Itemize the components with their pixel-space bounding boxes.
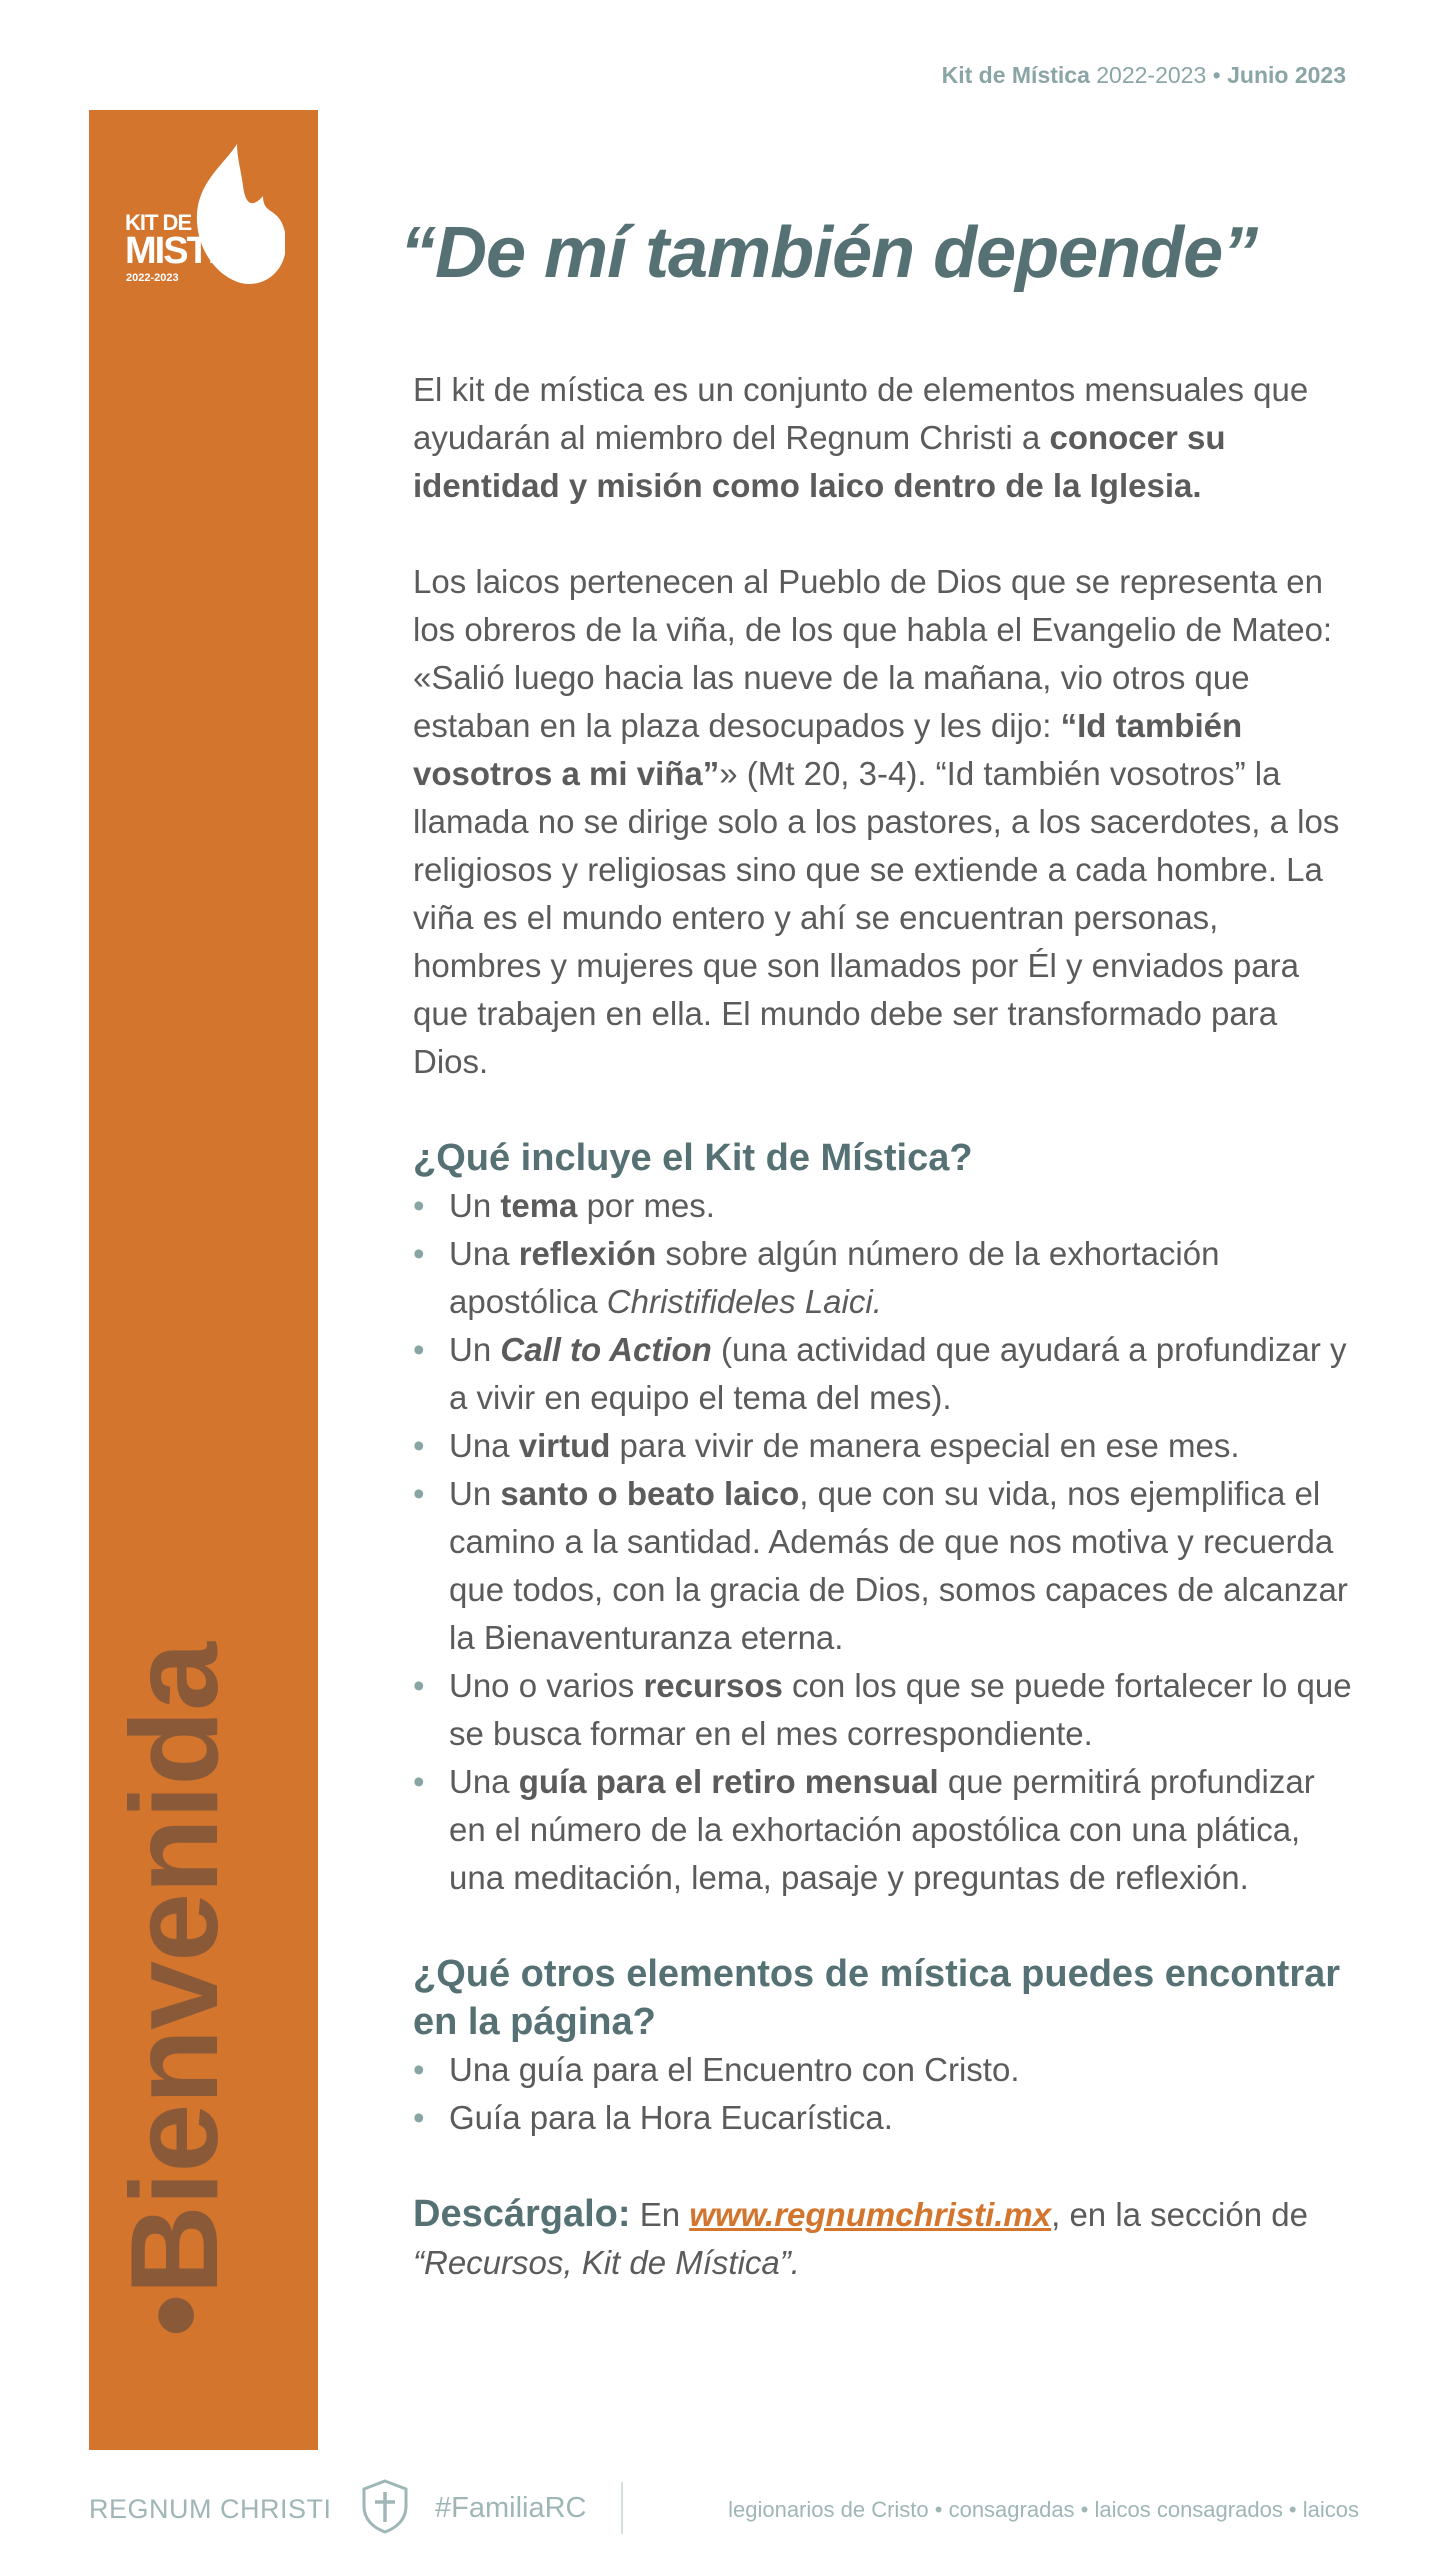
intro-paragraph — [413, 366, 1353, 510]
laicos-paragraph — [413, 558, 1353, 1086]
footer — [89, 2478, 1359, 2538]
footer-hashtag: #FamiliaRC — [435, 2492, 587, 2524]
list-item: • Un santo o beato laico, que con su vida, nos ejemplifica el camino a la santidad. Además de que nos motiva y recuerda que todos, con la gracia de Dios, somos capaces de alcanzar la Bienaventuranza eterna. — [413, 1470, 1353, 1662]
page-title: “De mí también depende” — [400, 213, 1258, 293]
header-years: 2022-2023 — [1096, 62, 1207, 88]
vertical-welcome — [90, 1530, 260, 2450]
download-section-name: “Recursos, Kit de Mística”. — [413, 2244, 800, 2281]
list-item: • Una guía para el retiro mensual que permitirá profundizar en el número de la exhortación apostólica con una plática, una meditación, lema, pasaje y preguntas de reflexión. — [413, 1758, 1353, 1902]
vertical-dot: • — [106, 2294, 244, 2337]
header-month: Junio 2023 — [1227, 62, 1346, 88]
intro-text: El kit de mística es un conjunto de elementos mensuales que ayudarán al miembro del Regnum Christi a — [413, 371, 1309, 456]
list-item: • Una guía para el Encuentro con Cristo. — [413, 2046, 1353, 2094]
footer-divider — [621, 2482, 623, 2534]
main-content — [413, 366, 1353, 2287]
para2-text-a: Los laicos pertenecen al Pueblo de Dios que se representa en los obreros de la viña, de los que habla el Evangelio de Mateo: «Salió luego hacia las nueve de la mañana, vio otros que estaban en la plaza desocupados y les dijo: — [413, 563, 1333, 744]
logo-text-kit-de: KIT DE — [125, 210, 192, 235]
logo-text-mistica: MISTICA — [125, 230, 268, 272]
intro-bold: conocer su identidad y misión como laico dentro de la Iglesia. — [413, 419, 1226, 504]
section-heading-kit: ¿Qué incluye el Kit de Mística? — [413, 1137, 973, 1179]
para2-text-b: » (Mt 20, 3-4). “Id también vosotros” la llamada no se dirige solo a los pastores, a los sacerdotes, a los religiosos y religiosas sino que se extiende a cada hombre. La viña es el mundo entero y ahí se encuentran personas, hombres y mujeres que son llamados por Él y enviados para que trabajen en ella. El mundo debe ser transformado para Dios. — [413, 755, 1340, 1080]
otros-items-list — [413, 2046, 1353, 2142]
header-separator: • — [1212, 62, 1221, 88]
header-info — [942, 62, 1346, 89]
list-item: • Una virtud para vivir de manera especial en ese mes. — [413, 1422, 1353, 1470]
list-item: • Una reflexión sobre algún número de la exhortación apostólica Christifideles Laici. — [413, 1230, 1353, 1326]
shield-cross-icon — [359, 2478, 411, 2534]
section-heading-otros: ¿Qué otros elementos de mística puedes encontrar en la página? — [413, 1953, 1341, 2043]
list-item: • Un tema por mes. — [413, 1182, 1353, 1230]
list-item: • Guía para la Hora Eucarística. — [413, 2094, 1353, 2142]
para2-quote: “Id también vosotros a mi viña” — [413, 707, 1243, 792]
list-item: • Un Call to Action (una actividad que ayudará a profundizar y a vivir en equipo el tema del mes). — [413, 1326, 1353, 1422]
kit-mistica-logo — [125, 144, 285, 294]
download-paragraph: Descárgalo: En www.regnumchristi.mx, en la sección de “Recursos, Kit de Mística”. — [413, 2193, 1308, 2281]
vertical-word-text: Bienvenida — [106, 1643, 244, 2295]
website-link[interactable]: www.regnumchristi.mx — [689, 2196, 1052, 2233]
header-kit-label: Kit de Mística — [941, 62, 1090, 88]
footer-orgs: legionarios de Cristo • consagradas • laicos consagrados • laicos — [728, 2497, 1359, 2522]
kit-items-list — [413, 1182, 1353, 1902]
download-label: Descárgalo: — [413, 2193, 631, 2235]
footer-brand: REGNUM CHRISTI — [89, 2494, 332, 2524]
logo-text-years: 2022-2023 — [126, 272, 179, 284]
list-item: • Uno o varios recursos con los que se puede fortalecer lo que se busca formar en el mes correspondiente. — [413, 1662, 1353, 1758]
